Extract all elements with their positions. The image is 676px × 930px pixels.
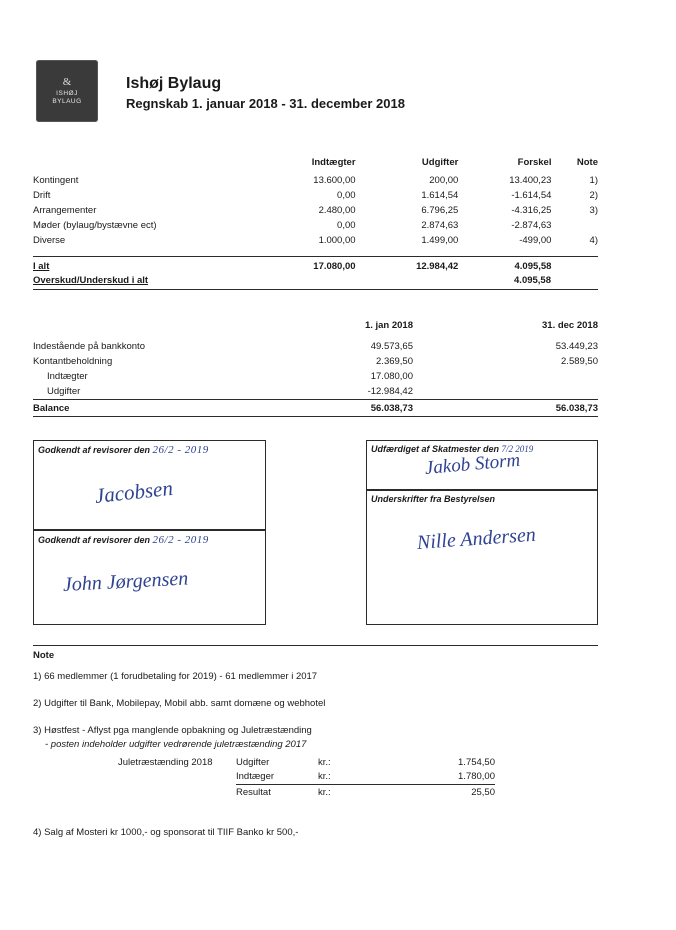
note-item-3-group: [33, 724, 633, 800]
row-forskel: -499,00: [519, 235, 552, 246]
note-item-4: 4) Salg af Mosteri kr 1000,- og sponsorat til TIIF Banko kr 500,-: [33, 827, 299, 838]
balance-total-start: 56.038,73: [276, 400, 413, 417]
col-header-blank: [33, 155, 262, 173]
revisor-2-date: 26/2 - 2019: [152, 534, 209, 546]
row-indtaegter: 0,00: [337, 220, 356, 231]
note-item-3-sub: - posten indeholder udgifter vedrørende juletræstænding 2017: [45, 739, 307, 750]
juletrae-table: [118, 756, 495, 800]
juletrae-kr: kr.:: [318, 770, 390, 785]
juletrae-label: Udgifter: [236, 757, 270, 768]
juletrae-value: 1.754,50: [458, 757, 495, 768]
juletrae-kr: kr.:: [318, 757, 331, 768]
table-header-row: [33, 155, 598, 173]
bestyrelse-caption: Underskrifter fra Bestyrelsen: [371, 494, 496, 504]
document-header: [36, 60, 405, 122]
col-header-udgifter: Udgifter: [421, 157, 459, 168]
balance-header-blank: [33, 318, 276, 339]
signature-area: [33, 440, 598, 625]
balance-row-start: 49.573,65: [370, 341, 413, 352]
balance-row-label: Indestående på bankkonto: [33, 341, 145, 352]
revisor-2-caption-row: [34, 531, 265, 546]
row-forskel: -2.874,63: [511, 220, 552, 231]
juletrae-table-body: [118, 756, 495, 800]
row-udgifter: 200,00: [429, 175, 459, 186]
table-row: [33, 339, 598, 354]
handwritten-signature-revisor-1: Jacobsen: [93, 475, 174, 508]
juletrae-row: [118, 785, 495, 801]
balance-table-head: [33, 318, 598, 339]
table-row: [33, 188, 598, 203]
total-indtaegter: 17.080,00: [262, 257, 355, 275]
page-title: Ishøj Bylaug: [126, 75, 222, 92]
balance-header-row: [33, 318, 598, 339]
accounts-table-body: [33, 173, 598, 274]
balance-row-gap: [413, 369, 471, 384]
total-forskel: 4.095,58: [458, 257, 551, 275]
balance-total-gap: [413, 400, 471, 417]
balance-row-gap: [413, 384, 471, 400]
row-udgifter: 6.796,25: [421, 205, 459, 216]
handwritten-signature-revisor-2: John Jørgensen: [62, 567, 189, 596]
balance-row-gap: [413, 354, 471, 369]
balance-row-end: [471, 384, 598, 400]
table-row: [33, 203, 598, 218]
juletrae-blank: [118, 770, 236, 785]
col-header-forskel: Forskel: [517, 157, 552, 168]
row-label: Arrangementer: [33, 205, 97, 216]
table-row: [33, 218, 598, 233]
skatmester-caption: Udfærdiget af Skatmester den: [371, 444, 500, 454]
balance-total-label: Balance: [33, 400, 276, 417]
note-item-2: 2) Udgifter til Bank, Mobilepay, Mobil abb. samt domæne og webhotel: [33, 698, 326, 709]
note-item-1: 1) 66 medlemmer (1 forudbetaling for 2019) - 61 medlemmer i 2017: [33, 671, 318, 682]
balance-row-label: Kontantbeholdning: [33, 356, 113, 367]
notes-section: [33, 645, 633, 853]
balance-total-end: 56.038,73: [471, 400, 598, 417]
balance-row-start: 17.080,00: [370, 371, 413, 382]
notes-title: Note: [33, 650, 55, 661]
result-value: 4.095,58: [514, 275, 551, 286]
balance-row-label: Indtægter: [47, 371, 88, 382]
row-label: Kontingent: [33, 175, 79, 186]
logo-line-2: BYLAUG: [52, 97, 82, 105]
skatmester-date: 7/2 2019: [501, 444, 534, 454]
row-udgifter: 1.614,54: [421, 190, 459, 201]
row-indtaegter: 0,00: [337, 190, 356, 201]
accounts-table-head: [33, 155, 598, 173]
balance-header-gap: [413, 318, 471, 339]
logo-line-1: ISHØJ: [56, 89, 78, 97]
juletrae-label: Resultat: [236, 787, 271, 798]
handwritten-signature-bestyrelse: Nille Andersen: [416, 523, 537, 554]
row-note: 4): [589, 235, 598, 246]
balance-row-end: 2.589,50: [561, 356, 598, 367]
balance-row-label: Udgifter: [47, 386, 81, 397]
table-row: [33, 384, 598, 400]
balance-row-start: -12.984,42: [367, 386, 413, 397]
logo-ampersand-glyph: &: [62, 75, 72, 88]
juletrae-label: Indtæger: [236, 770, 318, 785]
balance-header-end: 31. dec 2018: [542, 320, 598, 331]
result-section: [33, 275, 598, 290]
accounts-table: [33, 155, 598, 274]
page-subtitle: Regnskab 1. januar 2018 - 31. december 2018: [126, 96, 405, 111]
row-label: Drift: [33, 190, 51, 201]
revisor-2-caption: Godkendt af revisorer den: [38, 535, 151, 545]
table-spacer: [33, 248, 598, 257]
row-indtaegter: 1.000,00: [318, 235, 356, 246]
total-note: [551, 257, 598, 275]
juletrae-caption: Juletræstænding 2018: [118, 757, 213, 768]
row-label: Diverse: [33, 235, 66, 246]
juletrae-blank: [118, 785, 236, 801]
table-row: [33, 369, 598, 384]
juletrae-row: [118, 756, 495, 770]
juletrae-value: 1.780,00: [390, 770, 495, 785]
row-udgifter: 2.874,63: [421, 220, 459, 231]
signature-box-bestyrelse: [366, 490, 598, 625]
total-label: I alt: [33, 257, 262, 275]
row-label: Møder (bylaug/bystævne ect): [33, 220, 157, 231]
row-note: 3): [589, 205, 598, 216]
revisor-1-date: 26/2 - 2019: [152, 444, 209, 456]
notes-divider: [33, 645, 598, 646]
balance-row-gap: [413, 339, 471, 354]
total-udgifter: 12.984,42: [356, 257, 459, 275]
row-udgifter: 1.499,00: [421, 235, 459, 246]
table-row: [33, 233, 598, 248]
row-indtaegter: 2.480,00: [318, 205, 356, 216]
juletrae-kr: kr.:: [318, 787, 331, 798]
table-total-row: [33, 257, 598, 275]
balance-header-start: 1. jan 2018: [364, 320, 413, 331]
balance-table: [33, 318, 598, 417]
juletrae-row: [118, 770, 495, 785]
bylaug-logo: [36, 60, 98, 122]
row-indtaegter: 13.600,00: [313, 175, 356, 186]
row-note: 2): [589, 190, 598, 201]
row-forskel: -1.614,54: [511, 190, 552, 201]
balance-table-body: [33, 339, 598, 417]
col-header-indtaegter: Indtægter: [311, 157, 356, 168]
balance-row-end: [471, 369, 598, 384]
balance-total-row: [33, 400, 598, 417]
revisor-1-caption: Godkendt af revisorer den: [38, 445, 151, 455]
table-row: [33, 354, 598, 369]
note-item-3: 3) Høstfest - Aflyst pga manglende opbakning og Juletræstænding: [33, 725, 312, 736]
row-forskel: 13.400,23: [509, 175, 552, 186]
revisor-1-caption-row: [34, 441, 265, 456]
spacer-cell: [33, 248, 598, 257]
juletrae-value: 25,50: [471, 787, 495, 798]
row-forskel: -4.316,25: [511, 205, 552, 216]
row-note: [551, 218, 598, 233]
balance-row-end: 53.449,23: [555, 341, 598, 352]
handwritten-signature-skatmester: Jakob Storm: [424, 449, 522, 479]
result-row: [33, 275, 598, 290]
col-header-note: Note: [576, 157, 598, 168]
balance-row-start: 2.369,50: [376, 356, 413, 367]
table-row: [33, 173, 598, 188]
row-note: 1): [589, 175, 598, 186]
title-block: [126, 60, 405, 112]
result-label: Overskud/Underskud i alt: [33, 275, 149, 286]
